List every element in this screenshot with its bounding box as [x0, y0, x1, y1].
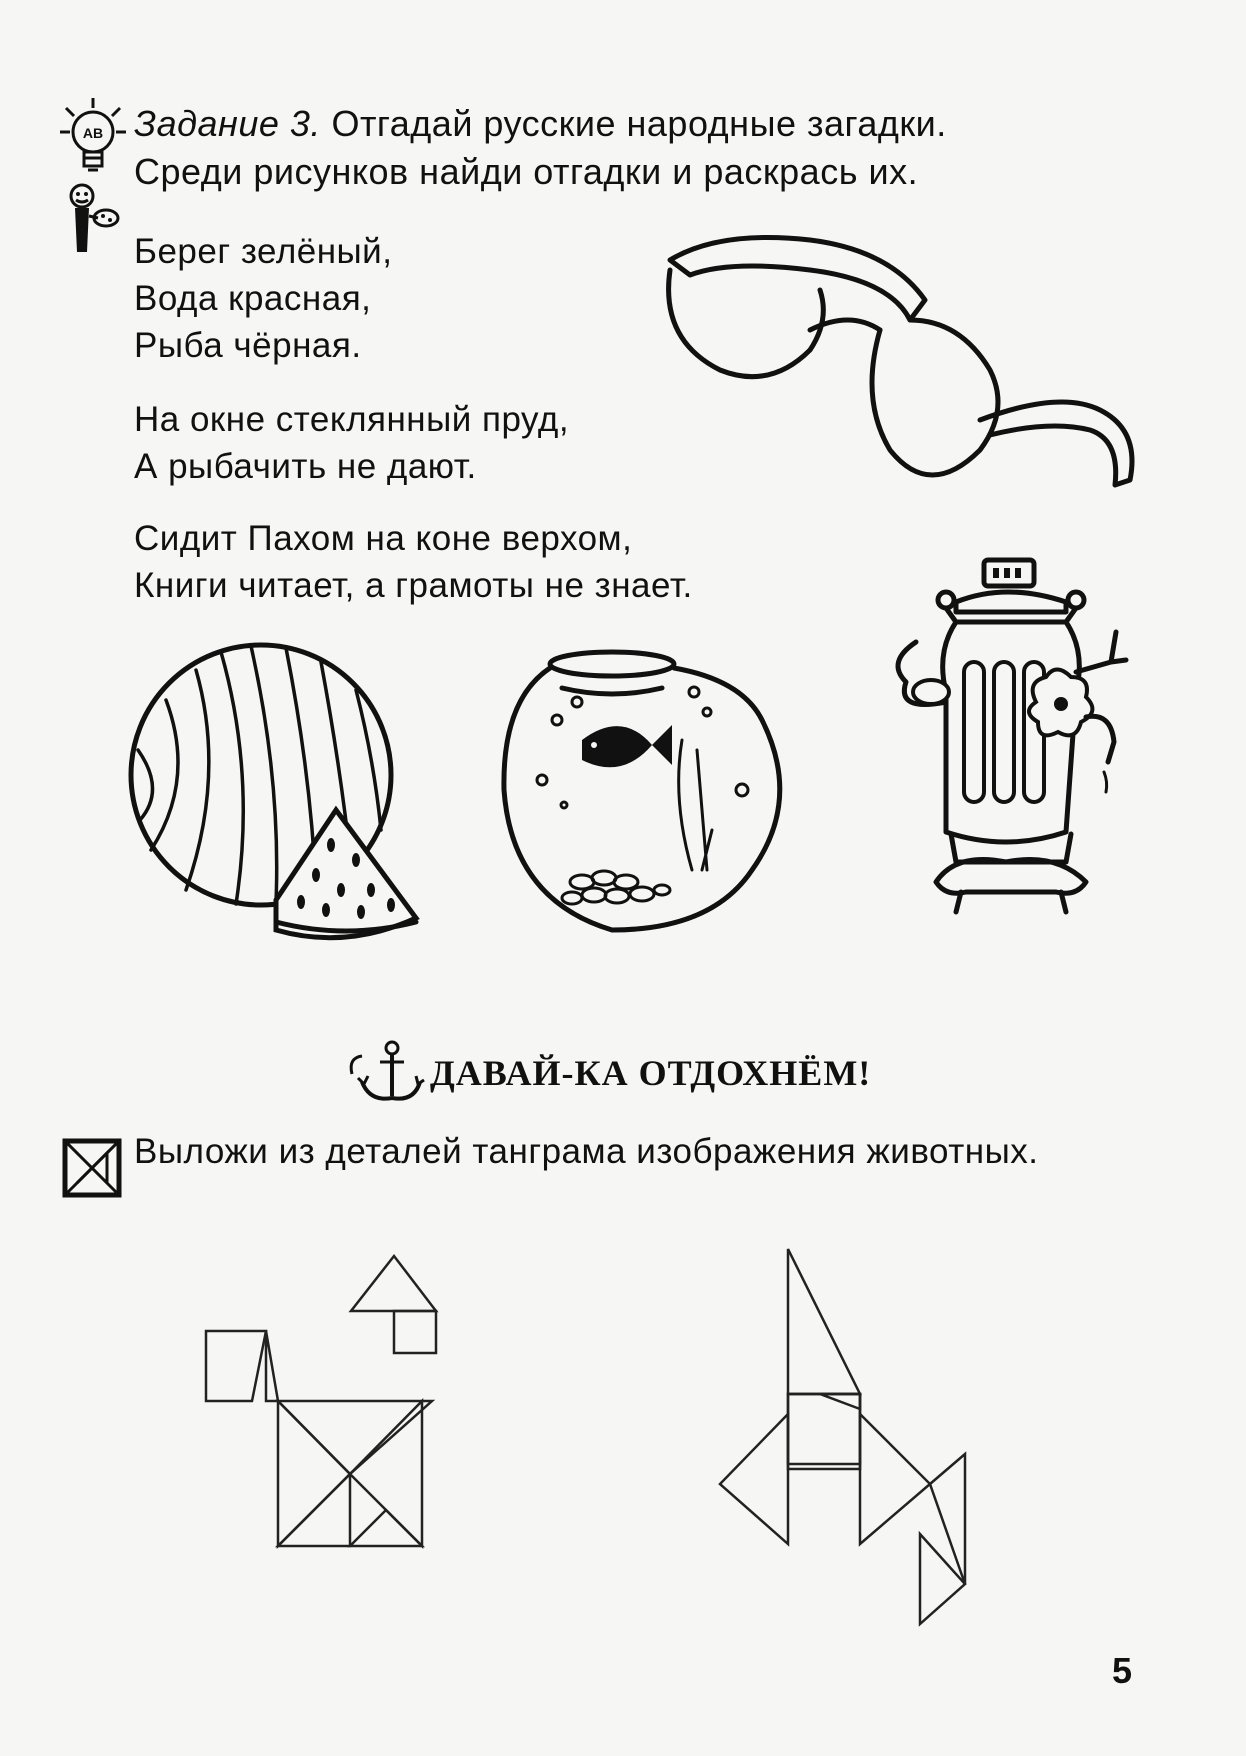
riddle-3-line-1: Сидит Пахом на коне верхом, — [134, 519, 633, 558]
tangram-figure-right — [720, 1244, 980, 1624]
task-3-text-1: Отгадай русские народные загадки. — [331, 103, 947, 144]
task-3-line-1 — [134, 100, 1174, 148]
anchor-icon — [352, 1038, 422, 1108]
riddle-1 — [134, 228, 392, 369]
riddle-2 — [134, 396, 569, 490]
riddle-1-line-3: Рыба чёрная. — [134, 326, 362, 365]
tangram-figure-left — [206, 1236, 506, 1566]
riddle-1-line-2: Вода красная, — [134, 279, 372, 318]
task-3-instructions — [134, 100, 1174, 196]
riddle-3-line-2: Книги читает, а грамоты не знает. — [134, 566, 693, 605]
tangram-square-icon — [62, 1138, 122, 1198]
lightbulb-icon — [58, 96, 128, 176]
aquarium-illustration — [502, 650, 812, 940]
task-3-label: Задание 3. — [134, 103, 321, 144]
task-3-text-2: Среди рисунков найди отгадки и раскрась их. — [134, 151, 919, 192]
riddle-2-line-2: А рыбачить не дают. — [134, 447, 477, 486]
riddle-3 — [134, 515, 693, 609]
samovar-illustration — [876, 552, 1136, 932]
riddle-2-line-1: На окне стеклянный пруд, — [134, 400, 570, 439]
tangram-task-text: Выложи из деталей танграма изображения животных. — [134, 1132, 1039, 1171]
page-number: 5 — [1112, 1650, 1133, 1691]
svg-text:AB: AB — [82, 125, 104, 141]
pencil-character-icon — [62, 182, 122, 262]
glasses-illustration — [660, 230, 1140, 500]
riddle-1-line-1: Берег зелёный, — [134, 232, 393, 271]
rest-heading: ДАВАЙ-КА ОТДОХНЁМ! — [430, 1053, 872, 1093]
watermelon-illustration — [126, 640, 426, 970]
